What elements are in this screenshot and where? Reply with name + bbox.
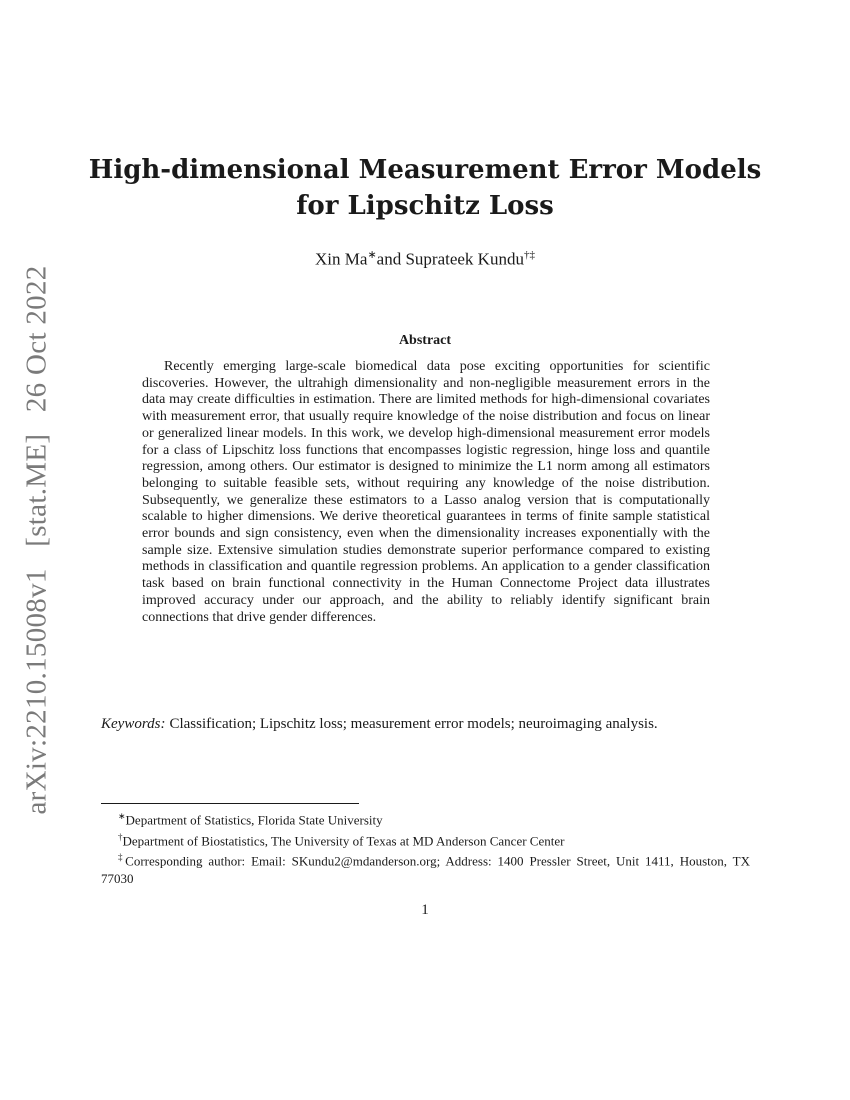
title-line-1: High-dimensional Measurement Error Models — [88, 155, 762, 185]
author-list — [0, 248, 850, 270]
footnote-1-text: Department of Statistics, Florida State University — [125, 812, 383, 828]
footnote-1 — [101, 808, 750, 829]
arxiv-category: [stat.ME] — [20, 433, 53, 547]
keywords-label: Keywords: — [101, 716, 166, 732]
footnote-2-mark: † — [118, 831, 123, 842]
arxiv-id: arXiv:2210.15008v1 — [20, 568, 53, 815]
footnote-3-text: Corresponding author: Email: SKundu2@mdanderson.org; Address: 1400 Pressler Street, Unit 1411, Houston, TX 77030 — [101, 853, 751, 886]
footnotes — [101, 808, 750, 887]
footnote-divider — [101, 803, 359, 804]
paper-title — [0, 152, 850, 224]
footnote-3 — [101, 849, 750, 887]
abstract-heading: Abstract — [398, 333, 452, 348]
footnote-2-text: Department of Biostatistics, The University of Texas at MD Anderson Cancer Center — [122, 832, 565, 848]
author-2-name: Suprateek Kundu — [405, 249, 524, 269]
footnote-1-mark: ∗ — [118, 811, 126, 821]
author-2-footnote-marks: †‡ — [523, 249, 535, 261]
keywords-text: Classification; Lipschitz loss; measurement error models; neuroimaging analysis. — [169, 716, 658, 732]
footnote-2 — [101, 829, 750, 850]
keywords-line — [101, 716, 761, 733]
page-number: 1 — [421, 902, 429, 918]
author-connector: and — [376, 249, 406, 269]
author-1-footnote-mark: ∗ — [367, 249, 377, 261]
arxiv-date: 26 Oct 2022 — [20, 265, 53, 413]
abstract-body: Recently emerging large-scale biomedical data pose exciting opportunities for scientific discoveries. However, the ultrahigh dimensionality and non-negligible measurement errors in the data may create difficulties in estimation. There are limited methods for high-dimensional covariates with measurement error, that usually require knowledge of the noise distribution and focus on linear or generalized linear models. In this work, we develop high-dimensional measurement error models for a class of Lipschitz loss functions that encompasses logistic regression, hinge loss and quantile regression, among others. Our estimator is designed to minimize the L1 norm among all estimators belonging to suitable feasible sets, without requiring any knowledge of the noise distribution. Subsequently, we generalize these estimators to a Lasso analog version that is computationally scalable to higher dimensions. We derive theoretical guarantees in terms of finite sample statistical error bounds and sign consistency, even when the dimensionality increases exponentially with the sample size. Extensive simulation studies demonstrate superior performance compared to existing methods in classification and quantile regression problems. An application to a gender classification task based on brain functional connectivity in the Human Connectome Project data illustrates improved accuracy under our approach, and the ability to reliably identify significant brain connections that drive gender differences. — [142, 359, 710, 625]
footnote-3-mark: ‡ — [118, 852, 126, 863]
title-line-2: for Lipschitz Loss — [296, 191, 554, 221]
author-1-name: Xin Ma — [315, 249, 368, 269]
